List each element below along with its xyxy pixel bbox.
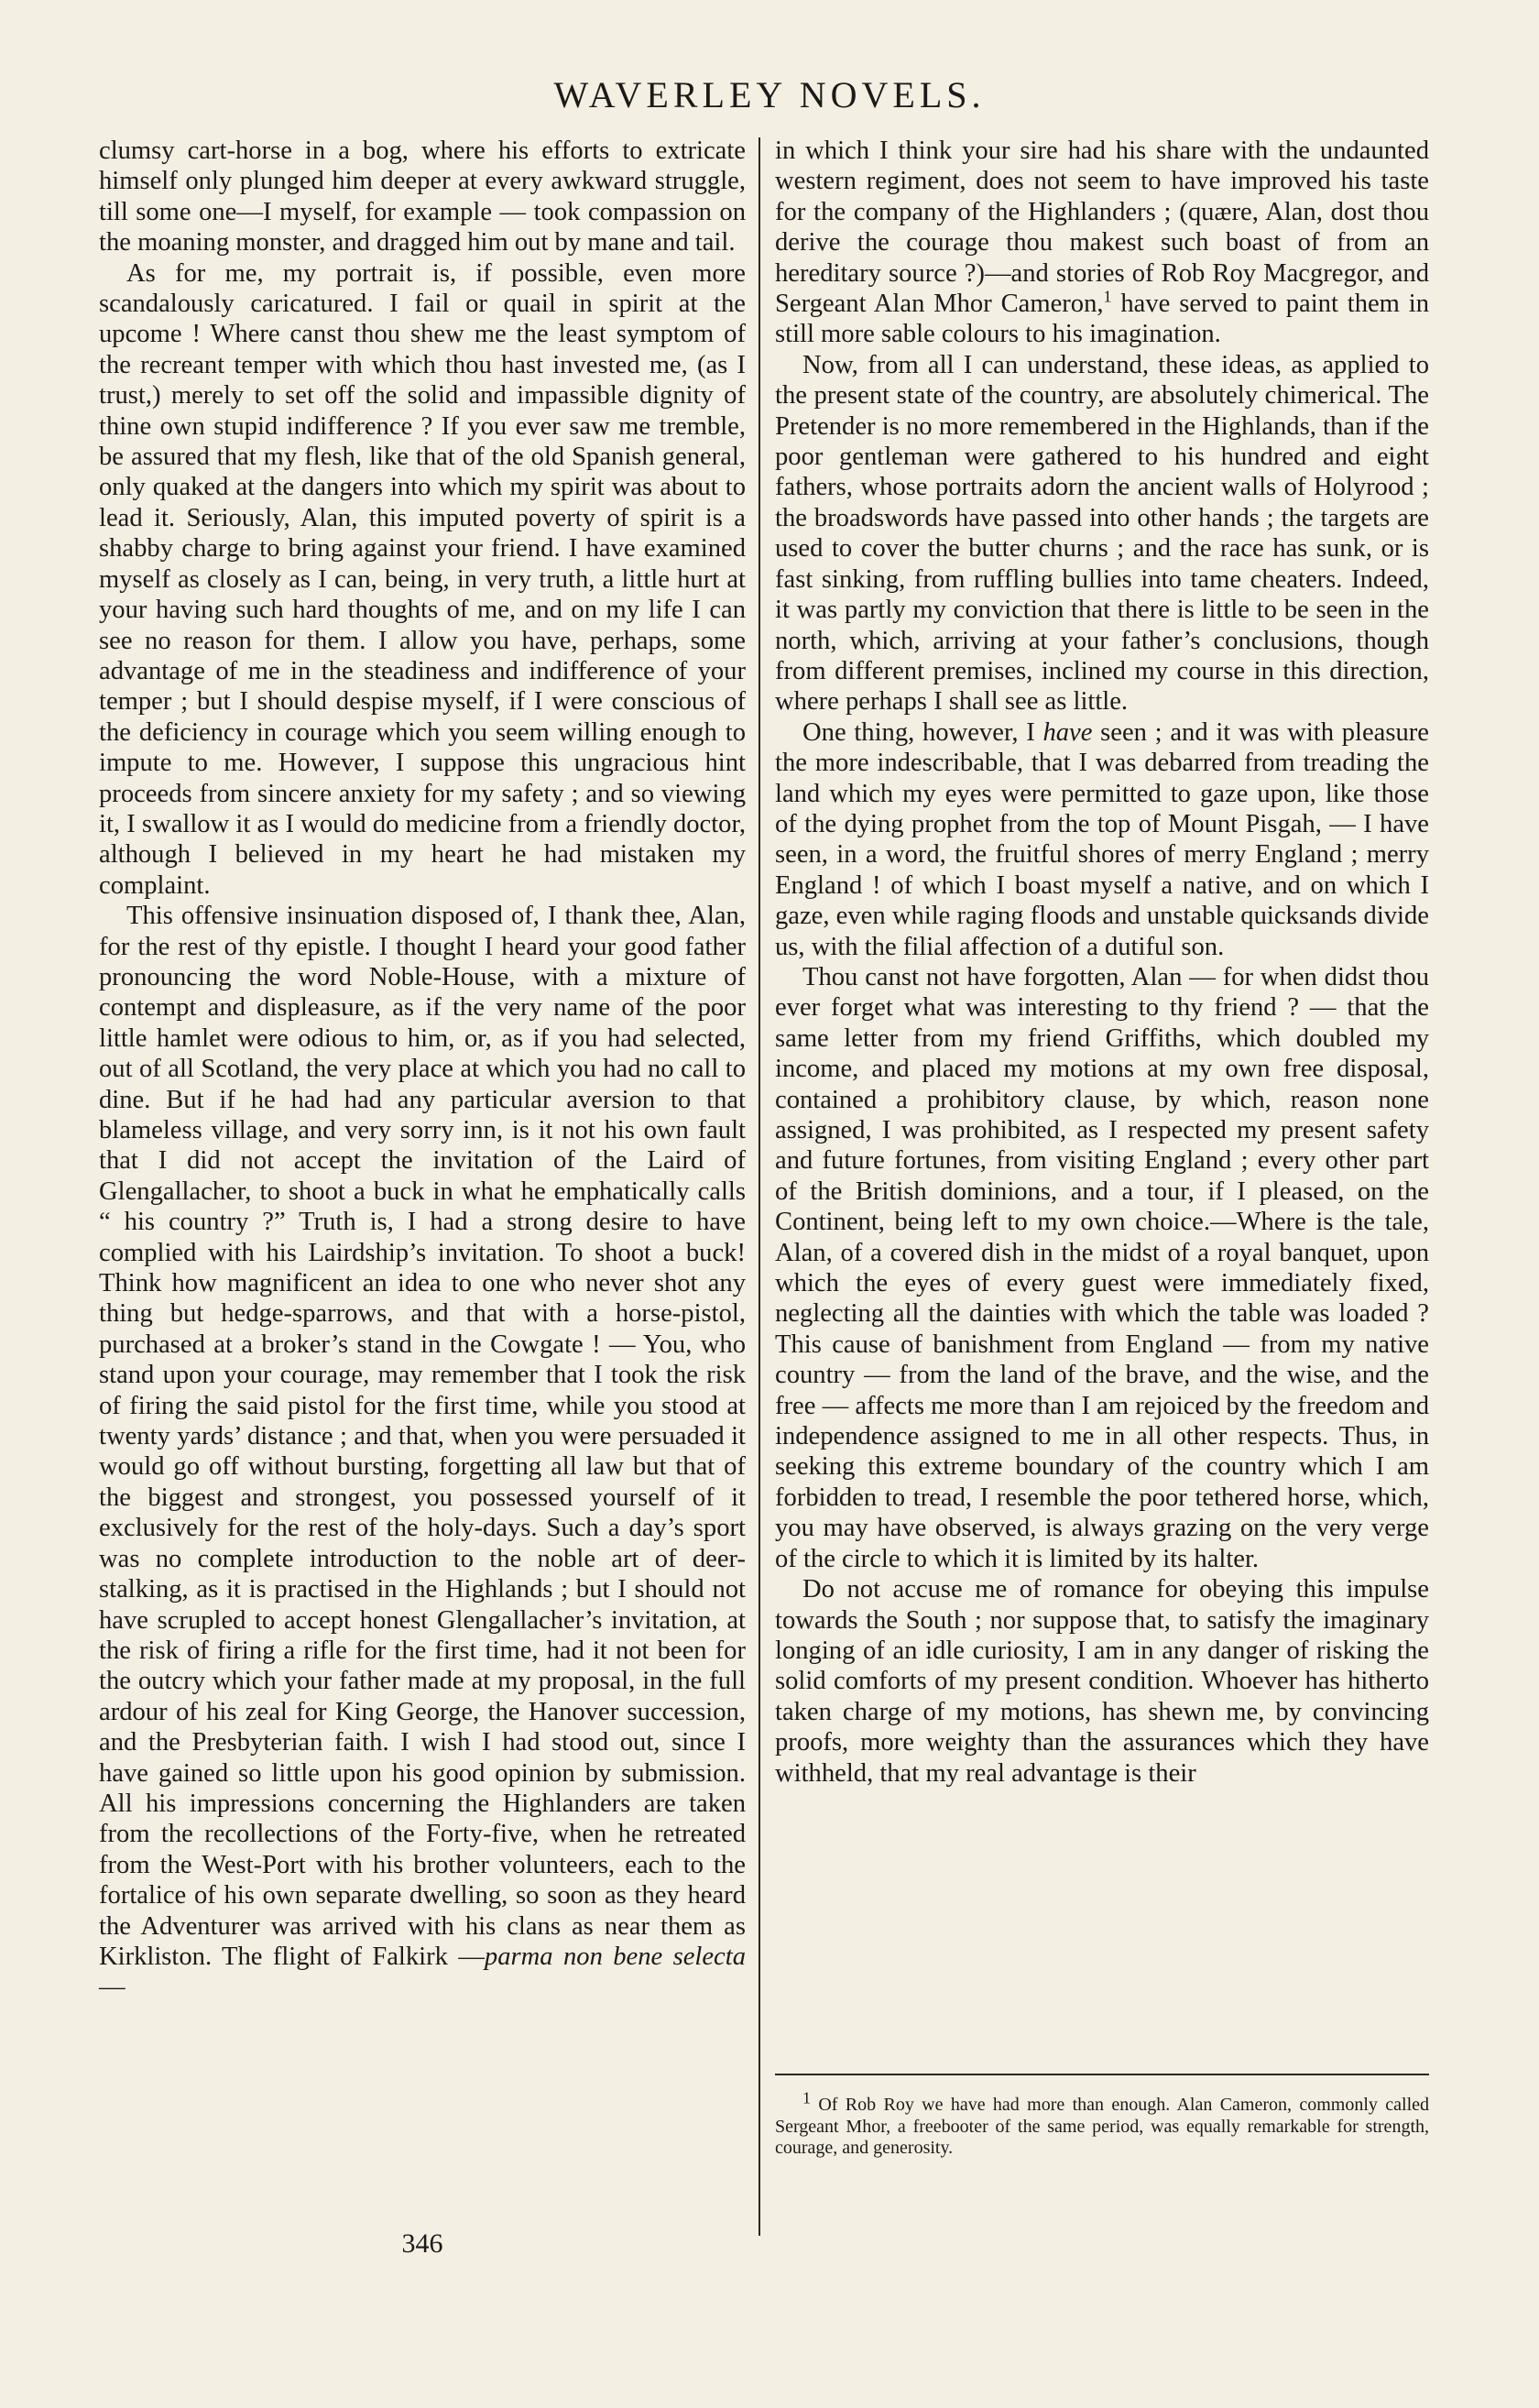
paragraph — [99, 901, 746, 2003]
column-rule — [759, 137, 760, 2236]
running-title: WAVERLEY NOVELS. — [553, 74, 986, 115]
paragraph: clumsy cart-horse in a bog, where his efforts to extricate himself only plunged him deeper at every awkward struggle, till some one—I myself, for example — took compassion on the moaning monster, and dragged him out by mane and tail. — [99, 137, 746, 257]
paragraph-text: in which I think your sire had his share with the undaunted western regiment, does not seem to have improved his taste for the company of the Highlanders ; (quære, Alan, dost thou derive the courage thou makest such boast of from an hereditary source ?)—and stories of Rob Roy Macgregor, and Sergeant Alan Mhor Cameron, — [775, 137, 1429, 319]
paragraph-text-end: — — [99, 1973, 126, 2002]
paragraph — [775, 717, 1429, 962]
right-text-column — [775, 136, 1429, 1789]
footnote — [775, 2088, 1429, 2160]
paragraph: Thou canst not have forgotten, Alan — for when didst thou ever forget what was interesting to thy friend ? — that the same letter from my friend Griffiths, which doubled my income, and placed my motions at my own free disposal, contained a prohibitory clause, by which, reason none assigned, I was prohibited, as I respected my present safety and future fortunes, from visiting England ; every other part of the British dominions, and a tour, if I pleased, on the Continent, being left to my own choice.—Where is the tale, Alan, of a covered dish in the midst of a royal banquet, upon which the eyes of every guest were immediately fixed, neglecting all the dainties with which the table was loaded ? This cause of banishment from England — from my native country — from the land of the brave, and the wise, and the free — affects me more than I am rejoiced by the freedom and independence assigned to me in all other respects. Thus, in seeking this extreme boundary of the country which I am forbidden to tread, I resemble the poor tethered horse, which, you may have observed, is always grazing on the very verge of the circle to which it is limited by its halter. — [775, 962, 1429, 1573]
paragraph-text: One thing, however, I — [802, 717, 1043, 747]
latin-phrase: parma non bene selecta — [484, 1942, 746, 1971]
paragraph: As for me, my portrait is, if possible, even more scandalously caricatured. I fail or quail in spirit at the upcome ! Where canst thou shew me the least symptom of the recreant temper with which thou hast invested me, (as I trust,) merely to set off the solid and impassible dignity of thine own stupid indifference ? If you ever saw me tremble, be assured that my flesh, like that of the old Spanish general, only quaked at the dangers into which my spirit was about to lead it. Seriously, Alan, this imputed poverty of spirit is a shabby charge to bring against your friend. I have examined myself as closely as I can, being, in very truth, a little hurt at your having such hard thoughts of me, and on my life I can see no reason for them. I allow you have, perhaps, some advantage of me in the steadiness and indifference of your temper ; but I should despise myself, if I were conscious of the deficiency in courage which you seem willing enough to impute to me. However, I suppose this ungracious hint proceeds from sincere anxiety for my safety ; and so viewing it, I swallow it as I would do medicine from a friendly doctor, although I believed in my heart he had mistaken my complaint. — [99, 258, 746, 900]
footnote-text: Of Rob Roy we have had more than enough. Alan Cameron, commonly called Sergeant Mhor, a freebooter of the same period, was equally remarkable for strength, courage, and generosity. — [775, 2095, 1429, 2158]
footnote-rule — [775, 2074, 1429, 2075]
paragraph-text: This offensive insinuation disposed of, I thank thee, Alan, for the rest of thy epistle. I thought I heard your good father pronouncing the word Noble-House, with a mixture of contempt and displeasure, as if the very name of the poor little hamlet were odious to him, or, as if you had selected, out of all Scotland, the very place at which you had no call to dine. But if he had had any particular aversion to that blameless village, and very sorry inn, is it not his own fault that I did not accept the invitation of the Laird of Glengallacher, to shoot a buck in what he emphatically calls “ his country ?” Truth is, I had a strong desire to have complied with his Lairdship’s invitation. To shoot a buck! Think how magnificent an idea to one who never shot any thing but hedge-sparrows, and that with a horse-pistol, purchased at a broker’s stand in the Cowgate ! — You, who stand upon your courage, may remember that I took the risk of firing the said pistol for the first time, while you stood at twenty yards’ distance ; and that, when you were persuaded it would go off without bursting, forgetting all law but that of the biggest and strongest, you possessed yourself of it exclusively for the rest of the holy-days. Such a day’s sport was no complete introduction to the noble art of deer-stalking, as it is practised in the Highlands ; but I should not have scrupled to accept honest Glengallacher’s invitation, at the risk of firing a rifle for the first time, had it not been for the outcry which your father made at my proposal, in the full ardour of his zeal for King George, the Hanover succession, and the Presbyterian faith. I wish I had stood out, since I have gained so little upon his good opinion by submission. All his impressions concerning the Highlanders are taken from the recollections of the Forty-five, when he retreated from the West-Port with his brother volunteers, each to the fortalice of his own separate dwelling, so soon as they heard the Adventurer was arrived with his clans as near them as Kirkliston. The flight of Falkirk — — [99, 902, 746, 1971]
footnote-number: 1 — [802, 2088, 811, 2107]
paragraph-text-end: have served to paint them in still more sable colours to his imagination. — [775, 290, 1430, 349]
left-text-column — [99, 136, 746, 2003]
emphasis: have — [1042, 717, 1093, 747]
paragraph: Do not accuse me of romance for obeying this impulse towards the South ; nor suppose that, to satisfy the imaginary longing of an idle curiosity, I am in any danger of risking the solid comforts of my present condition. Whoever has hitherto taken charge of my motions, has shewn me, by convincing proofs, more weighty than the assurances which they have withheld, that my real advantage is their — [775, 1575, 1429, 1788]
paragraph-text-end: seen ; and it was with pleasure the more indescribable, that I was debarred from treading the land which my eyes were permitted to gaze upon, like those of the dying prophet from the top of Mount Pisgah, — I have seen, in a word, the fruitful shores of merry England ; merry England ! of which I boast myself a native, and on which I gaze, even while raging floods and unstable quicksands divide us, with the filial affection of a dutiful son. — [775, 717, 1429, 961]
page-number: 346 — [401, 2228, 443, 2259]
paragraph — [775, 136, 1429, 350]
paragraph: Now, from all I can understand, these ideas, as applied to the present state of the country, are absolutely chimerical. The Pretender is no more remembered in the Highlands, than if the poor gentleman were gathered to his hundred and eight fathers, whose portraits adorn the ancient walls of Holyrood ; the broadswords have passed into other hands ; the targets are used to cover the butter churns ; and the race has sunk, or is fast sinking, from ruffling bullies into tame cheaters. Indeed, it was partly my conviction that there is little to be seen in the north, which, arriving at your father’s conclusions, though from different premises, inclined my course in this direction, where perhaps I shall see as little. — [775, 350, 1429, 717]
footnote-reference: 1 — [1103, 287, 1112, 306]
